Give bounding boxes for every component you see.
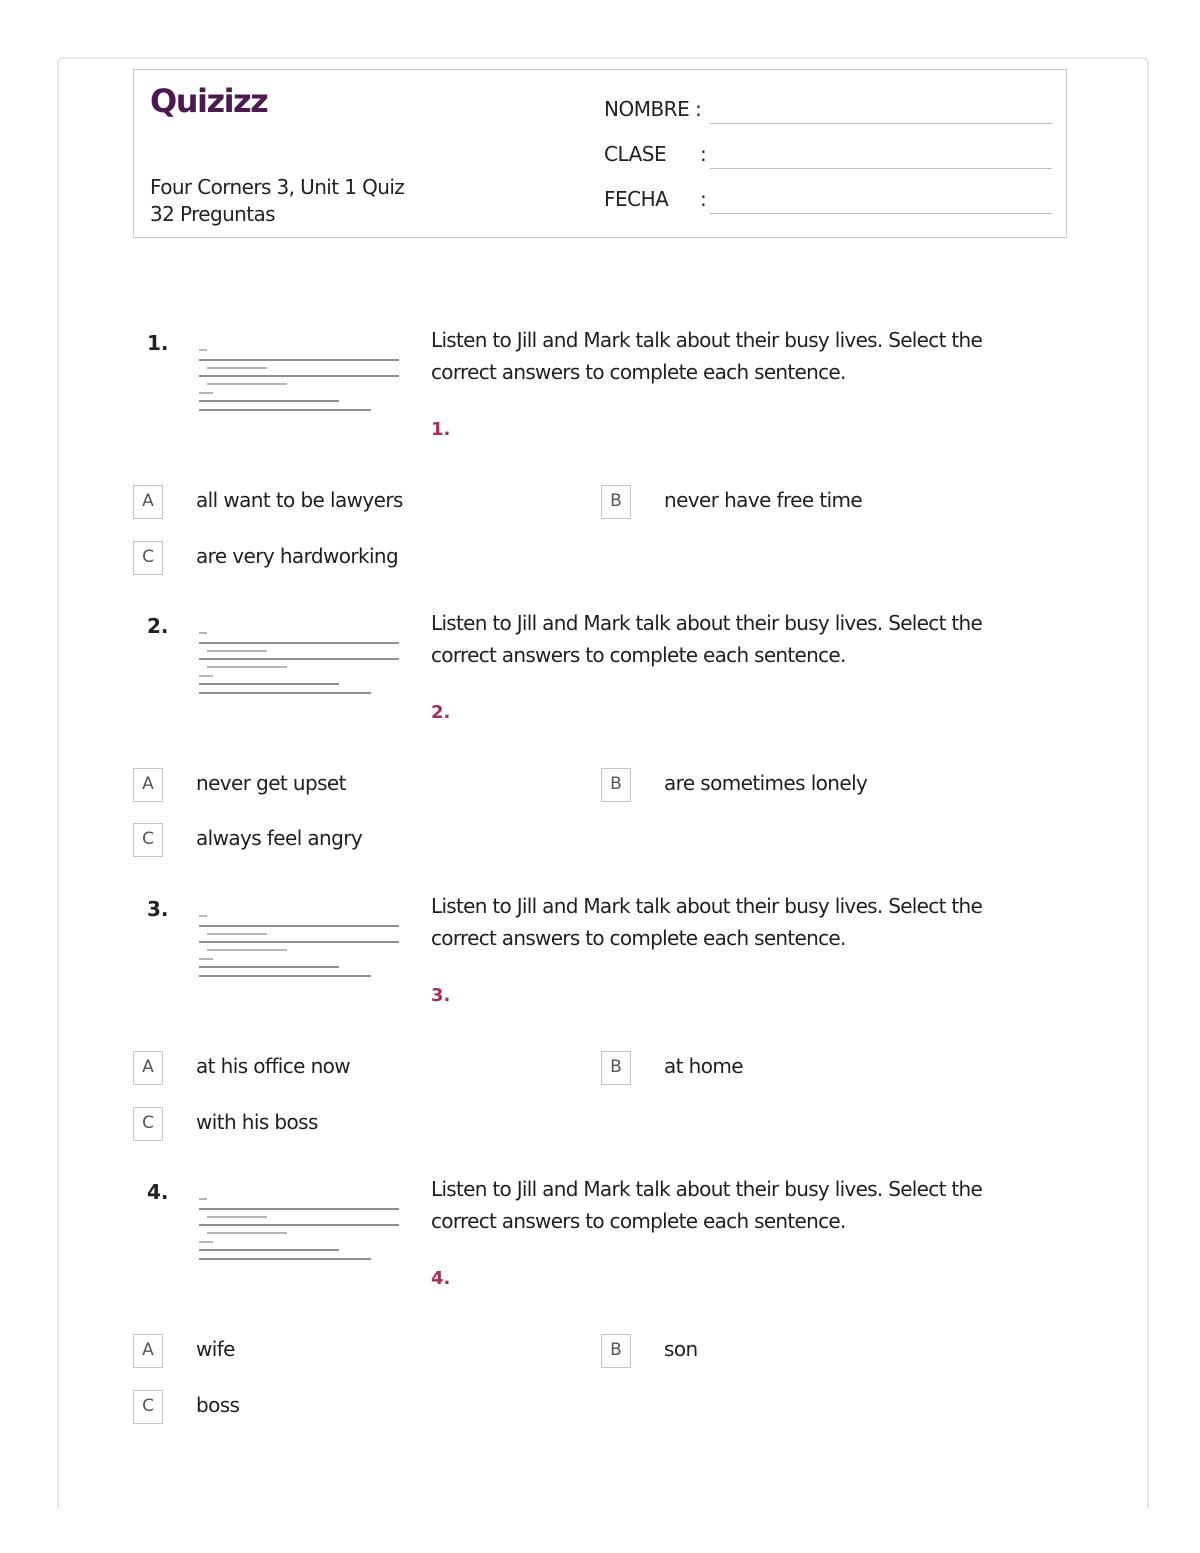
class-label: CLASE [604, 142, 667, 166]
question-subnumber: 4. [431, 1268, 451, 1289]
option-letter: C [133, 1107, 163, 1141]
option-letter: C [133, 541, 163, 575]
question-count: 32 Preguntas [150, 202, 275, 226]
name-label: NOMBRE : [604, 97, 702, 121]
option-text: all want to be lawyers [196, 488, 403, 512]
question-number: 3. [147, 897, 169, 921]
quiz-title-block [150, 174, 404, 228]
option-text: are very hardworking [196, 544, 399, 568]
date-colon: : [700, 187, 707, 211]
class-colon: : [700, 142, 707, 166]
option-letter: A [133, 768, 163, 802]
question-4 [133, 1177, 1067, 1440]
question-subnumber: 3. [431, 985, 451, 1006]
question-number: 1. [147, 331, 169, 355]
date-line[interactable] [710, 213, 1052, 214]
option-text: always feel angry [196, 826, 363, 850]
question-image [197, 337, 411, 421]
option-text: are sometimes lonely [664, 771, 868, 795]
date-label: FECHA [604, 187, 669, 211]
question-2 [133, 611, 1067, 874]
option-text: son [664, 1337, 698, 1361]
question-text: Listen to Jill and Mark talk about their busy lives. Select the correct answers to complete each sentence. [431, 328, 983, 384]
question-number: 4. [147, 1180, 169, 1204]
option-letter: C [133, 1390, 163, 1424]
option-letter: A [133, 1051, 163, 1085]
question-text: Listen to Jill and Mark talk about their busy lives. Select the correct answers to complete each sentence. [431, 1177, 983, 1233]
option-letter: C [133, 823, 163, 857]
option-text: never get upset [196, 771, 346, 795]
option-letter: A [133, 485, 163, 519]
question-number: 2. [147, 614, 169, 638]
question-text: Listen to Jill and Mark talk about their busy lives. Select the correct answers to complete each sentence. [431, 894, 983, 950]
option-letter: B [601, 1334, 631, 1368]
quizizz-logo: Quizizz [150, 82, 268, 120]
option-letter: B [601, 485, 631, 519]
question-subnumber: 2. [431, 702, 451, 723]
option-text: boss [196, 1393, 240, 1417]
class-line[interactable] [710, 168, 1052, 169]
name-line[interactable] [710, 123, 1052, 124]
option-letter: A [133, 1334, 163, 1368]
option-letter: B [601, 768, 631, 802]
question-image [197, 903, 411, 987]
question-image [197, 1186, 411, 1270]
option-text: wife [196, 1337, 235, 1361]
option-text: at his office now [196, 1054, 351, 1078]
question-image [197, 620, 411, 704]
question-text: Listen to Jill and Mark talk about their busy lives. Select the correct answers to complete each sentence. [431, 611, 983, 667]
option-letter: B [601, 1051, 631, 1085]
option-text: with his boss [196, 1110, 318, 1134]
option-text: at home [664, 1054, 743, 1078]
worksheet-header [133, 69, 1067, 238]
option-text: never have free time [664, 488, 863, 512]
question-subnumber: 1. [431, 419, 451, 440]
question-1 [133, 328, 1067, 591]
question-3 [133, 894, 1067, 1157]
quiz-title: Four Corners 3, Unit 1 Quiz [150, 175, 405, 199]
